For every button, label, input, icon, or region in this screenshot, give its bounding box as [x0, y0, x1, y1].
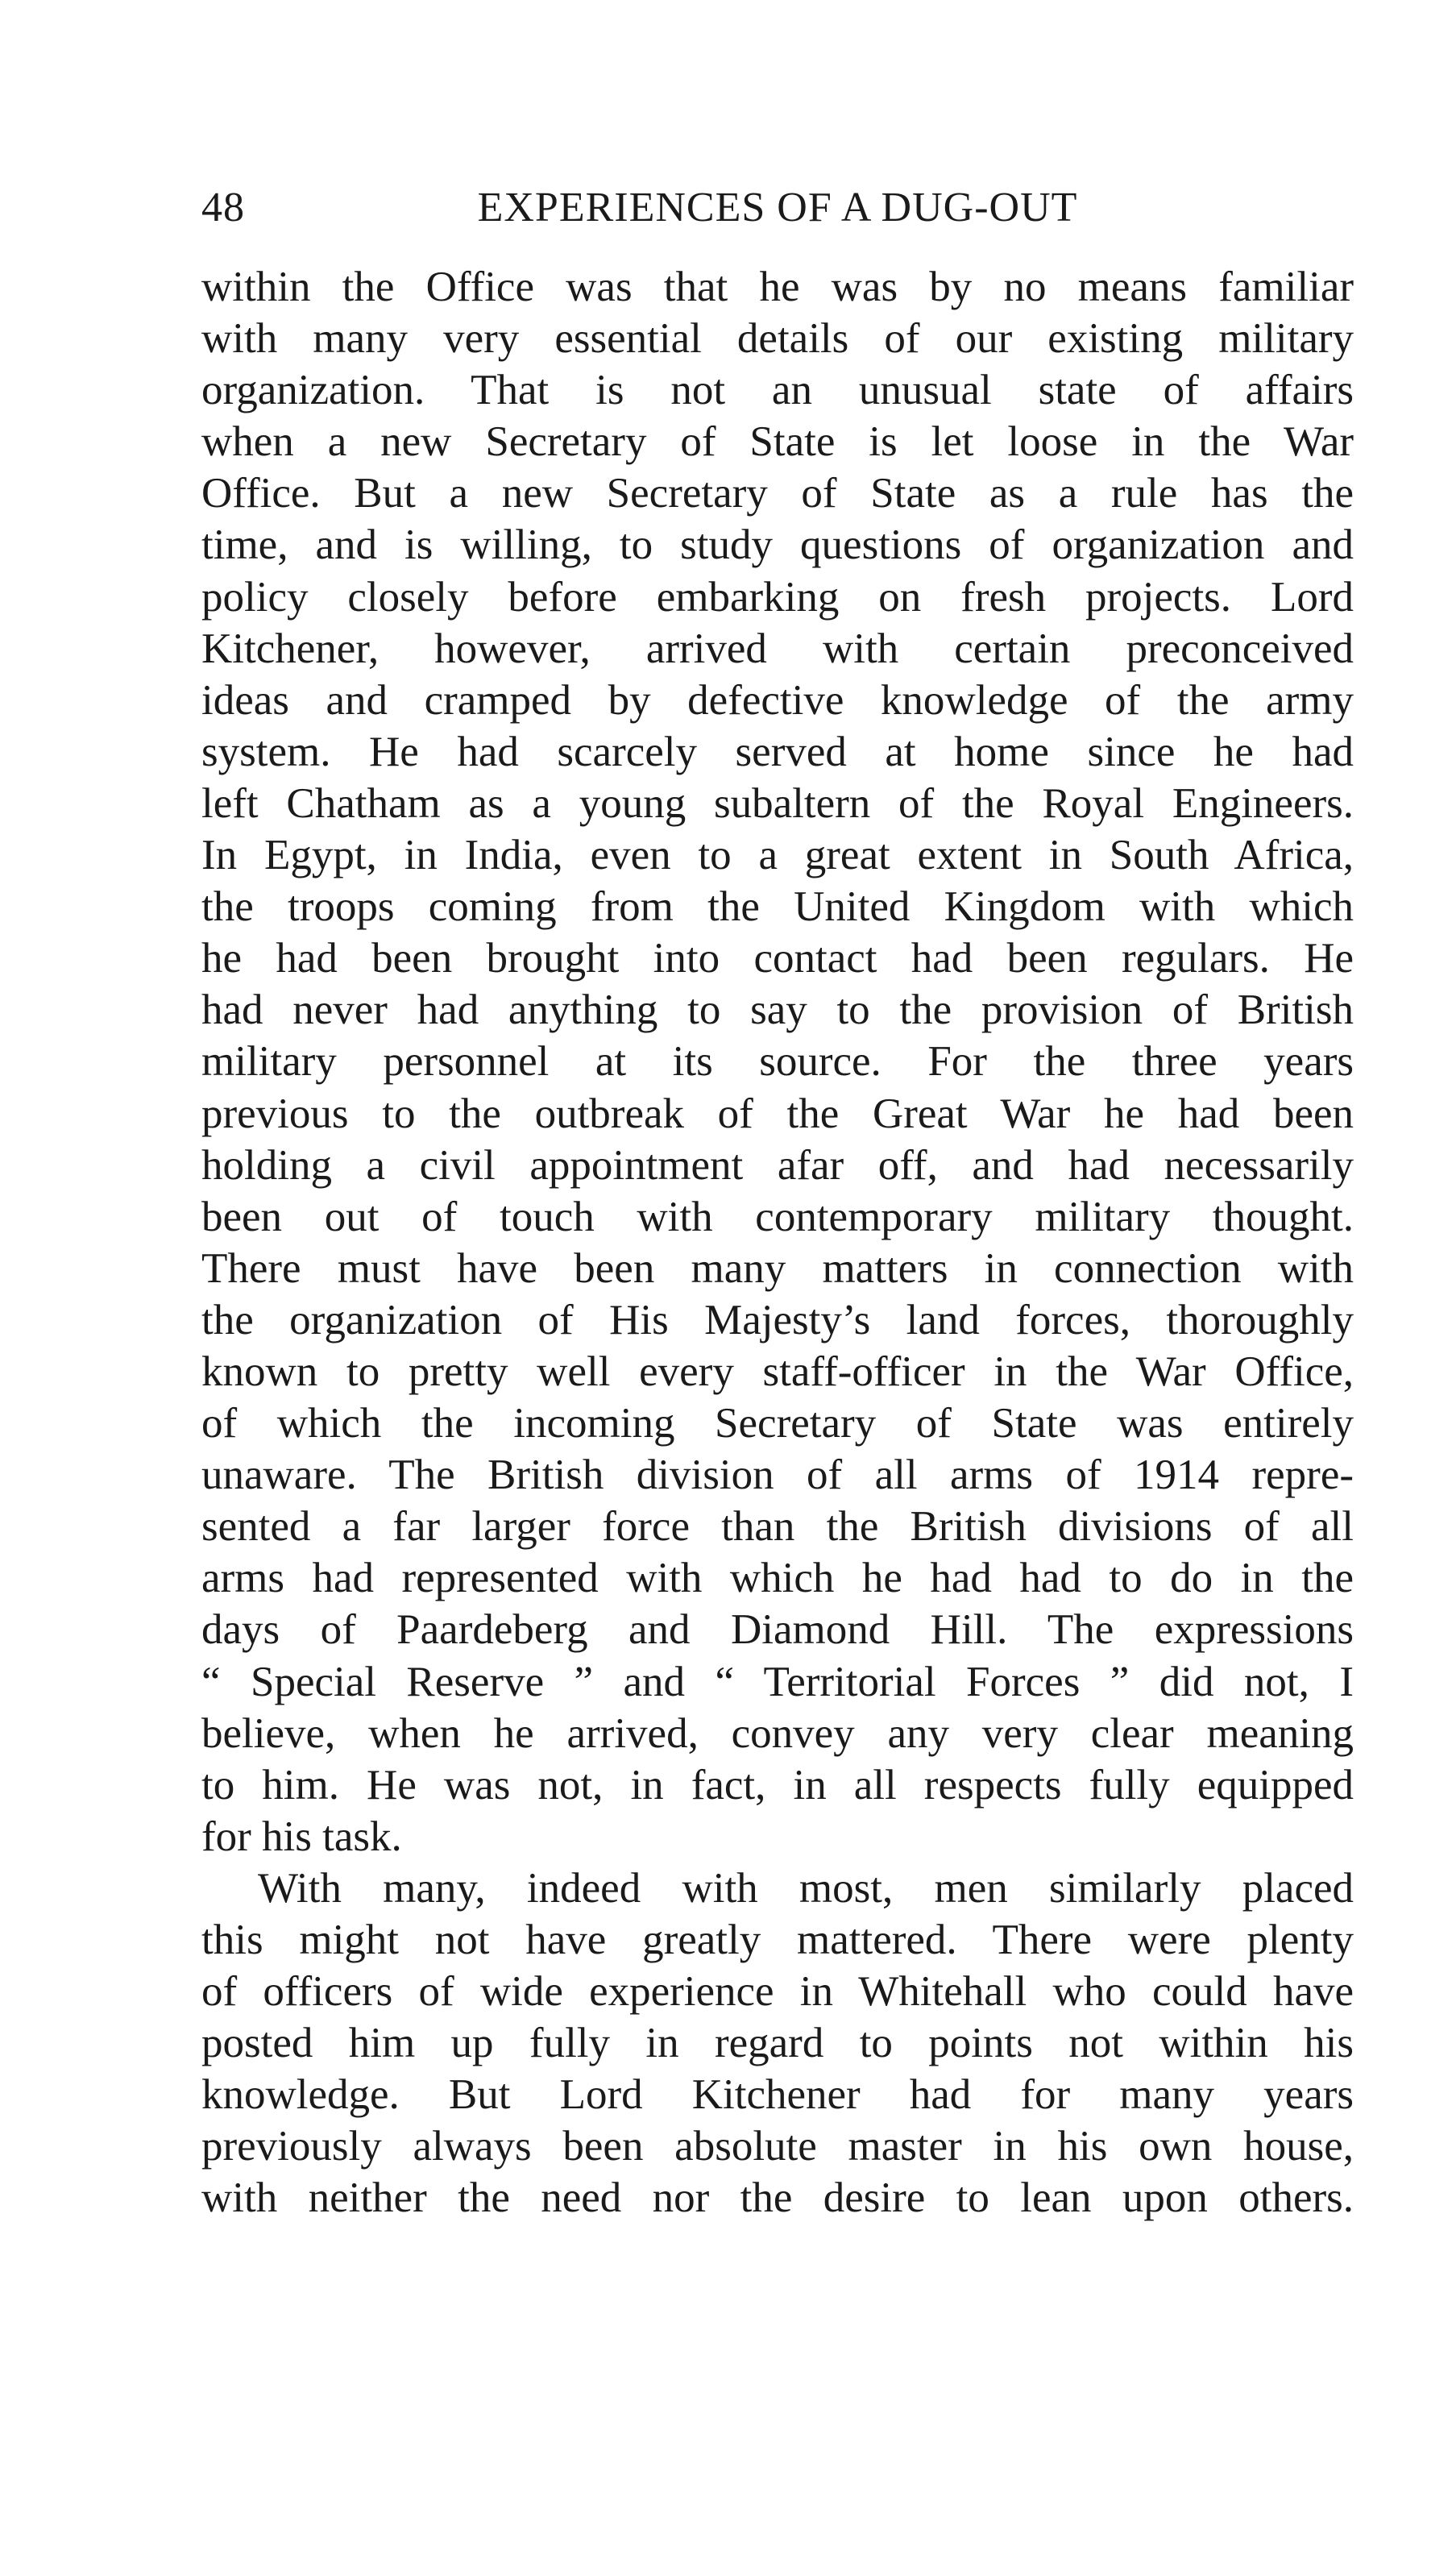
text-line: this might not have greatly mattered. There were plenty — [201, 1917, 1354, 1963]
text-line: with neither the need nor the desire to lean upon others. — [201, 2174, 1354, 2222]
text-line: previously always been absolute master in his own house, — [201, 2123, 1354, 2170]
running-title: EXPERIENCES OF A DUG-OUT — [477, 185, 1078, 230]
text-line: the organization of His Majesty’s land forces, thoroughly — [201, 1296, 1354, 1343]
text-line: had never had anything to say to the provision of British — [201, 986, 1354, 1034]
text-line: posted him up fully in regard to points not within his — [201, 2020, 1354, 2067]
running-head — [201, 176, 1354, 240]
text-line: the troops coming from the United Kingdom with which — [201, 883, 1354, 931]
text-line: within the Office was that he was by no means familiar — [201, 264, 1354, 310]
text-line: There must have been many matters in connection with — [201, 1244, 1354, 1292]
text-line: sented a far larger force than the British divisions of all — [201, 1503, 1354, 1551]
text-line: left Chatham as a young subaltern of the Royal Engineers. — [201, 779, 1354, 827]
text-line: he had been brought into contact had been regulars. He — [201, 935, 1354, 982]
text-line: Kitchener, however, arrived with certain preconceived — [201, 625, 1354, 672]
text-line: for his task. — [201, 1813, 402, 1860]
paragraph-2 — [201, 1863, 1354, 2224]
text-line: when a new Secretary of State is let loose in the War — [201, 418, 1354, 466]
text-line: time, and is willing, to study questions of organization and — [201, 521, 1354, 569]
paragraph-1 — [201, 261, 1354, 1863]
page-number: 48 — [201, 185, 245, 230]
text-line: “ Special Reserve ” and “ Territorial Forces ” did not, I — [201, 1658, 1354, 1705]
text-line: been out of touch with contemporary military thought. — [201, 1193, 1354, 1240]
text-line: knowledge. But Lord Kitchener had for many years — [201, 2071, 1354, 2119]
text-line: policy closely before embarking on fresh projects. Lord — [201, 573, 1354, 621]
text-line: previous to the outbreak of the Great War he had been — [201, 1090, 1354, 1137]
text-line: Office. But a new Secretary of State as a rule has the — [201, 470, 1354, 517]
text-line: organization. That is not an unusual state of affairs — [201, 367, 1354, 414]
text-line: days of Paardeberg and Diamond Hill. The expressions — [201, 1606, 1354, 1654]
text-line: holding a civil appointment afar off, and had necessarily — [201, 1141, 1354, 1189]
text-line: to him. He was not, in fact, in all respects fully equipped — [201, 1761, 1354, 1809]
text-line: of officers of wide experience in Whitehall who could have — [201, 1968, 1354, 2016]
text-line: known to pretty well every staff-officer in the War Office, — [201, 1348, 1354, 1395]
text-line: arms had represented with which he had had to do in the — [201, 1555, 1354, 1602]
text-line: believe, when he arrived, convey any very clear meaning — [201, 1709, 1354, 1757]
text-line: In Egypt, in India, even to a great extent in South Africa, — [201, 832, 1354, 879]
text-line: military personnel at its source. For the three years — [201, 1038, 1354, 1086]
body-text — [201, 261, 1354, 2224]
text-line: system. He had scarcely served at home since he had — [201, 728, 1354, 775]
text-line: unaware. The British division of all arms of 1914 repre- — [201, 1451, 1354, 1499]
text-line: With many, indeed with most, men similarly placed — [258, 1864, 1354, 1912]
text-line: ideas and cramped by defective knowledge of the army — [201, 676, 1354, 724]
text-line: of which the incoming Secretary of State was entirely — [201, 1400, 1354, 1447]
text-line: with many very essential details of our existing military — [201, 315, 1354, 363]
